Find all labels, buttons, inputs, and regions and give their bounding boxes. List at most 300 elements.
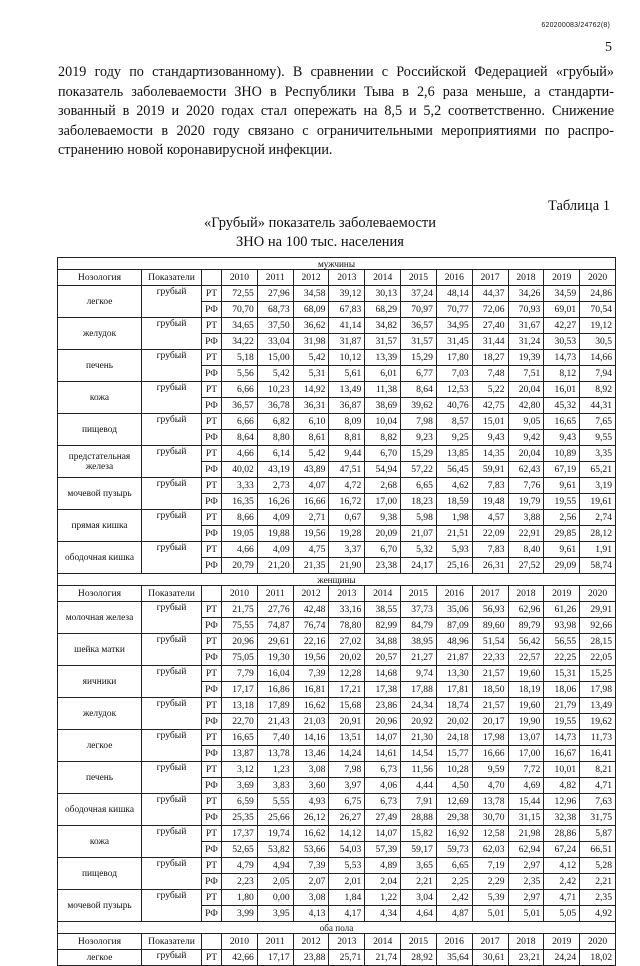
value-cell: 9,43 bbox=[472, 430, 508, 446]
value-cell: 34,95 bbox=[436, 318, 472, 334]
value-cell: 44,37 bbox=[472, 286, 508, 302]
value-cell: 78,80 bbox=[329, 618, 365, 634]
value-cell: 4,69 bbox=[508, 778, 544, 794]
value-cell: 17,98 bbox=[580, 682, 616, 698]
value-cell: 27,49 bbox=[365, 810, 401, 826]
table-row bbox=[58, 826, 616, 842]
nosology-cell: предстательная железа bbox=[58, 446, 142, 478]
value-cell: 11,56 bbox=[401, 762, 437, 778]
value-cell: 43,89 bbox=[293, 462, 329, 478]
value-cell: 4,09 bbox=[257, 542, 293, 558]
page-number: 5 bbox=[605, 40, 612, 55]
value-cell: 5,53 bbox=[329, 858, 365, 874]
region-cell: РФ bbox=[202, 810, 222, 826]
value-cell: 6,70 bbox=[365, 542, 401, 558]
value-cell: 19,28 bbox=[329, 526, 365, 542]
value-cell: 23,88 bbox=[293, 950, 329, 966]
value-cell: 87,09 bbox=[436, 618, 472, 634]
value-cell: 23,21 bbox=[508, 950, 544, 966]
value-cell: 4,71 bbox=[580, 778, 616, 794]
region-cell: РФ bbox=[202, 874, 222, 890]
value-cell: 17,00 bbox=[508, 746, 544, 762]
value-cell: 15,68 bbox=[329, 698, 365, 714]
region-cell: РТ bbox=[202, 414, 222, 430]
value-cell: 30,70 bbox=[472, 810, 508, 826]
region-cell: РФ bbox=[202, 302, 222, 318]
value-cell: 37,73 bbox=[401, 602, 437, 618]
value-cell: 13,51 bbox=[329, 730, 365, 746]
value-cell: 21,75 bbox=[222, 602, 258, 618]
value-cell: 10,23 bbox=[257, 382, 293, 398]
value-cell: 18,02 bbox=[580, 950, 616, 966]
value-cell: 24,86 bbox=[580, 286, 616, 302]
document-id: 620200083/24762(8) bbox=[541, 22, 610, 29]
value-cell: 21,30 bbox=[401, 730, 437, 746]
column-header: 2018 bbox=[508, 934, 544, 950]
indicator-cell: грубый bbox=[142, 858, 202, 890]
value-cell: 15,44 bbox=[508, 794, 544, 810]
value-cell: 17,80 bbox=[436, 350, 472, 366]
value-cell: 18,19 bbox=[508, 682, 544, 698]
section-title: мужчины bbox=[58, 258, 616, 270]
value-cell: 19,12 bbox=[580, 318, 616, 334]
value-cell: 14,24 bbox=[329, 746, 365, 762]
value-cell: 16,72 bbox=[329, 494, 365, 510]
value-cell: 19,62 bbox=[580, 714, 616, 730]
region-cell: РФ bbox=[202, 714, 222, 730]
value-cell: 17,81 bbox=[436, 682, 472, 698]
value-cell: 4,06 bbox=[365, 778, 401, 794]
value-cell: 74,87 bbox=[257, 618, 293, 634]
value-cell: 7,83 bbox=[472, 478, 508, 494]
column-header: Нозология bbox=[58, 270, 142, 286]
value-cell: 31,24 bbox=[508, 334, 544, 350]
value-cell: 20,96 bbox=[365, 714, 401, 730]
value-cell: 17,88 bbox=[401, 682, 437, 698]
value-cell: 19,39 bbox=[508, 350, 544, 366]
value-cell: 26,12 bbox=[293, 810, 329, 826]
value-cell: 9,23 bbox=[401, 430, 437, 446]
value-cell: 27,52 bbox=[508, 558, 544, 574]
value-cell: 4,57 bbox=[472, 510, 508, 526]
value-cell: 2,21 bbox=[401, 874, 437, 890]
value-cell: 47,51 bbox=[329, 462, 365, 478]
value-cell: 9,61 bbox=[544, 542, 580, 558]
region-cell: РФ bbox=[202, 430, 222, 446]
region-cell: РТ bbox=[202, 318, 222, 334]
value-cell: 13,46 bbox=[293, 746, 329, 762]
table-row bbox=[58, 510, 616, 526]
value-cell: 3,83 bbox=[257, 778, 293, 794]
value-cell: 21,57 bbox=[472, 698, 508, 714]
value-cell: 40,02 bbox=[222, 462, 258, 478]
region-cell: РФ bbox=[202, 494, 222, 510]
value-cell: 8,57 bbox=[436, 414, 472, 430]
nosology-cell: прямая кишка bbox=[58, 510, 142, 542]
value-cell: 20,09 bbox=[365, 526, 401, 542]
value-cell: 13,49 bbox=[580, 698, 616, 714]
value-cell: 14,66 bbox=[580, 350, 616, 366]
value-cell: 13,87 bbox=[222, 746, 258, 762]
column-header: 2015 bbox=[401, 270, 437, 286]
value-cell: 14,73 bbox=[544, 350, 580, 366]
value-cell: 3,19 bbox=[580, 478, 616, 494]
value-cell: 14,07 bbox=[365, 826, 401, 842]
value-cell: 20,92 bbox=[401, 714, 437, 730]
table-row bbox=[58, 382, 616, 398]
region-cell: РТ bbox=[202, 446, 222, 462]
region-cell: РТ bbox=[202, 890, 222, 906]
table-row bbox=[58, 542, 616, 558]
value-cell: 31,15 bbox=[508, 810, 544, 826]
value-cell: 15,00 bbox=[257, 350, 293, 366]
value-cell: 17,37 bbox=[222, 826, 258, 842]
region-cell: РФ bbox=[202, 778, 222, 794]
value-cell: 31,67 bbox=[508, 318, 544, 334]
value-cell: 31,44 bbox=[472, 334, 508, 350]
value-cell: 1,22 bbox=[365, 890, 401, 906]
value-cell: 4,87 bbox=[436, 906, 472, 922]
value-cell: 1,23 bbox=[257, 762, 293, 778]
value-cell: 18,59 bbox=[436, 494, 472, 510]
value-cell: 67,24 bbox=[544, 842, 580, 858]
value-cell: 1,84 bbox=[329, 890, 365, 906]
region-cell: РТ bbox=[202, 794, 222, 810]
value-cell: 2,97 bbox=[508, 890, 544, 906]
table-row bbox=[58, 286, 616, 302]
value-cell: 45,32 bbox=[544, 398, 580, 414]
value-cell: 7,83 bbox=[472, 542, 508, 558]
value-cell: 8,92 bbox=[580, 382, 616, 398]
region-cell: РФ bbox=[202, 558, 222, 574]
column-header: 2018 bbox=[508, 586, 544, 602]
region-cell: РТ bbox=[202, 858, 222, 874]
value-cell: 29,91 bbox=[580, 602, 616, 618]
value-cell: 22,05 bbox=[580, 650, 616, 666]
value-cell: 14,35 bbox=[472, 446, 508, 462]
value-cell: 56,93 bbox=[472, 602, 508, 618]
value-cell: 5,18 bbox=[222, 350, 258, 366]
value-cell: 19,05 bbox=[222, 526, 258, 542]
value-cell: 70,54 bbox=[580, 302, 616, 318]
value-cell: 7,48 bbox=[472, 366, 508, 382]
value-cell: 36,78 bbox=[257, 398, 293, 414]
value-cell: 51,54 bbox=[472, 634, 508, 650]
section-title: оба пола bbox=[58, 922, 616, 934]
value-cell: 56,42 bbox=[508, 634, 544, 650]
value-cell: 24,34 bbox=[401, 698, 437, 714]
nosology-cell: молочная железа bbox=[58, 602, 142, 634]
value-cell: 9,74 bbox=[401, 666, 437, 682]
value-cell: 26,27 bbox=[329, 810, 365, 826]
paragraph-line: заболеваемости в 2020 году связано с ограничительными мероприятиями по распро- bbox=[58, 122, 614, 139]
nosology-cell: пищевод bbox=[58, 858, 142, 890]
value-cell: 6,59 bbox=[222, 794, 258, 810]
value-cell: 38,69 bbox=[365, 398, 401, 414]
table-row bbox=[58, 666, 616, 682]
value-cell: 15,31 bbox=[544, 666, 580, 682]
column-header: 2020 bbox=[580, 934, 616, 950]
region-cell: РФ bbox=[202, 618, 222, 634]
region-cell: РТ bbox=[202, 382, 222, 398]
value-cell: 62,03 bbox=[472, 842, 508, 858]
value-cell: 42,75 bbox=[472, 398, 508, 414]
table-row bbox=[58, 350, 616, 366]
value-cell: 68,09 bbox=[293, 302, 329, 318]
indicator-cell: грубый bbox=[142, 318, 202, 350]
value-cell: 2,23 bbox=[222, 874, 258, 890]
value-cell: 28,86 bbox=[544, 826, 580, 842]
value-cell: 13,30 bbox=[436, 666, 472, 682]
value-cell: 16,62 bbox=[293, 826, 329, 842]
value-cell: 61,26 bbox=[544, 602, 580, 618]
value-cell: 17,00 bbox=[365, 494, 401, 510]
value-cell: 21,90 bbox=[329, 558, 365, 574]
value-cell: 16,67 bbox=[544, 746, 580, 762]
value-cell: 20,79 bbox=[222, 558, 258, 574]
value-cell: 35,06 bbox=[436, 602, 472, 618]
value-cell: 34,88 bbox=[365, 634, 401, 650]
value-cell: 8,09 bbox=[329, 414, 365, 430]
value-cell: 10,01 bbox=[544, 762, 580, 778]
value-cell: 21,98 bbox=[508, 826, 544, 842]
column-header: Показатели bbox=[142, 586, 202, 602]
value-cell: 5,22 bbox=[472, 382, 508, 398]
value-cell: 8,64 bbox=[222, 430, 258, 446]
value-cell: 7,39 bbox=[293, 858, 329, 874]
value-cell: 6,65 bbox=[401, 478, 437, 494]
value-cell: 59,17 bbox=[401, 842, 437, 858]
value-cell: 21,03 bbox=[293, 714, 329, 730]
indicator-cell: грубый bbox=[142, 286, 202, 318]
value-cell: 21,07 bbox=[401, 526, 437, 542]
value-cell: 10,04 bbox=[365, 414, 401, 430]
value-cell: 8,12 bbox=[544, 366, 580, 382]
value-cell: 21,35 bbox=[293, 558, 329, 574]
region-cell: РФ bbox=[202, 462, 222, 478]
value-cell: 29,38 bbox=[436, 810, 472, 826]
value-cell: 4,89 bbox=[365, 858, 401, 874]
value-cell: 11,38 bbox=[365, 382, 401, 398]
value-cell: 57,39 bbox=[365, 842, 401, 858]
value-cell: 4,50 bbox=[436, 778, 472, 794]
column-header: 2010 bbox=[222, 270, 258, 286]
column-header: Показатели bbox=[142, 934, 202, 950]
value-cell: 20,57 bbox=[365, 650, 401, 666]
table-row bbox=[58, 730, 616, 746]
column-header: 2011 bbox=[257, 586, 293, 602]
value-cell: 20,02 bbox=[329, 650, 365, 666]
value-cell: 5,93 bbox=[436, 542, 472, 558]
value-cell: 10,89 bbox=[544, 446, 580, 462]
value-cell: 42,66 bbox=[222, 950, 258, 966]
region-cell: РФ bbox=[202, 746, 222, 762]
value-cell: 7,79 bbox=[222, 666, 258, 682]
value-cell: 18,23 bbox=[401, 494, 437, 510]
value-cell: 5,87 bbox=[580, 826, 616, 842]
value-cell: 9,42 bbox=[508, 430, 544, 446]
value-cell: 4,17 bbox=[329, 906, 365, 922]
value-cell: 14,92 bbox=[293, 382, 329, 398]
value-cell: 13,78 bbox=[472, 794, 508, 810]
value-cell: 6,75 bbox=[329, 794, 365, 810]
table-row bbox=[58, 950, 616, 966]
value-cell: 2,25 bbox=[436, 874, 472, 890]
region-cell: РФ bbox=[202, 906, 222, 922]
value-cell: 3,65 bbox=[401, 858, 437, 874]
value-cell: 34,59 bbox=[544, 286, 580, 302]
section-row bbox=[58, 574, 616, 586]
value-cell: 59,73 bbox=[436, 842, 472, 858]
region-cell: РФ bbox=[202, 842, 222, 858]
value-cell: 65,21 bbox=[580, 462, 616, 478]
value-cell: 12,58 bbox=[472, 826, 508, 842]
value-cell: 4,07 bbox=[293, 478, 329, 494]
header-row bbox=[58, 934, 616, 950]
value-cell: 3,88 bbox=[508, 510, 544, 526]
value-cell: 84,79 bbox=[401, 618, 437, 634]
value-cell: 12,96 bbox=[544, 794, 580, 810]
value-cell: 12,69 bbox=[436, 794, 472, 810]
value-cell: 22,09 bbox=[472, 526, 508, 542]
value-cell: 29,61 bbox=[257, 634, 293, 650]
value-cell: 24,17 bbox=[401, 558, 437, 574]
value-cell: 13,49 bbox=[329, 382, 365, 398]
value-cell: 16,65 bbox=[222, 730, 258, 746]
column-header: 2017 bbox=[472, 270, 508, 286]
value-cell: 15,25 bbox=[580, 666, 616, 682]
value-cell: 62,94 bbox=[508, 842, 544, 858]
value-cell: 6,10 bbox=[293, 414, 329, 430]
region-cell: РТ bbox=[202, 698, 222, 714]
value-cell: 21,27 bbox=[401, 650, 437, 666]
value-cell: 25,35 bbox=[222, 810, 258, 826]
value-cell: 16,01 bbox=[544, 382, 580, 398]
value-cell: 14,73 bbox=[544, 730, 580, 746]
value-cell: 20,04 bbox=[508, 382, 544, 398]
value-cell: 3,33 bbox=[222, 478, 258, 494]
value-cell: 29,85 bbox=[544, 526, 580, 542]
value-cell: 3,12 bbox=[222, 762, 258, 778]
value-cell: 5,01 bbox=[508, 906, 544, 922]
value-cell: 22,57 bbox=[508, 650, 544, 666]
value-cell: 5,01 bbox=[472, 906, 508, 922]
value-cell: 20,02 bbox=[436, 714, 472, 730]
table-row bbox=[58, 698, 616, 714]
value-cell: 41,14 bbox=[329, 318, 365, 334]
value-cell: 9,61 bbox=[544, 478, 580, 494]
value-cell: 5,55 bbox=[257, 794, 293, 810]
value-cell: 20,04 bbox=[508, 446, 544, 462]
value-cell: 7,72 bbox=[508, 762, 544, 778]
value-cell: 2,21 bbox=[580, 874, 616, 890]
value-cell: 3,08 bbox=[293, 890, 329, 906]
value-cell: 72,06 bbox=[472, 302, 508, 318]
value-cell: 15,01 bbox=[472, 414, 508, 430]
value-cell: 20,91 bbox=[329, 714, 365, 730]
column-header: 2016 bbox=[436, 586, 472, 602]
value-cell: 7,03 bbox=[436, 366, 472, 382]
column-header: 2019 bbox=[544, 934, 580, 950]
value-cell: 7,40 bbox=[257, 730, 293, 746]
value-cell: 2,29 bbox=[472, 874, 508, 890]
value-cell: 27,40 bbox=[472, 318, 508, 334]
value-cell: 23,86 bbox=[365, 698, 401, 714]
value-cell: 6,73 bbox=[365, 762, 401, 778]
value-cell: 7,65 bbox=[580, 414, 616, 430]
table-row bbox=[58, 446, 616, 462]
value-cell: 30,13 bbox=[365, 286, 401, 302]
value-cell: 27,02 bbox=[329, 634, 365, 650]
column-header: 2010 bbox=[222, 934, 258, 950]
value-cell: 22,25 bbox=[544, 650, 580, 666]
region-cell: РТ bbox=[202, 730, 222, 746]
table-title-line-2: ЗНО на 100 тыс. населения bbox=[236, 234, 404, 250]
value-cell: 3,04 bbox=[401, 890, 437, 906]
region-cell: РФ bbox=[202, 650, 222, 666]
region-cell: РТ bbox=[202, 634, 222, 650]
column-header: 2011 bbox=[257, 934, 293, 950]
value-cell: 19,56 bbox=[293, 526, 329, 542]
value-cell: 27,76 bbox=[257, 602, 293, 618]
nosology-cell: печень bbox=[58, 762, 142, 794]
value-cell: 33,16 bbox=[329, 602, 365, 618]
value-cell: 39,62 bbox=[401, 398, 437, 414]
column-header: 2015 bbox=[401, 586, 437, 602]
value-cell: 19,30 bbox=[257, 650, 293, 666]
column-header: 2013 bbox=[329, 586, 365, 602]
value-cell: 4,66 bbox=[222, 446, 258, 462]
indicator-cell: грубый bbox=[142, 950, 202, 966]
column-header: 2011 bbox=[257, 270, 293, 286]
column-header: Показатели bbox=[142, 270, 202, 286]
nosology-cell: желудок bbox=[58, 318, 142, 350]
value-cell: 35,64 bbox=[436, 950, 472, 966]
value-cell: 19,74 bbox=[257, 826, 293, 842]
value-cell: 7,98 bbox=[329, 762, 365, 778]
value-cell: 7,19 bbox=[472, 858, 508, 874]
value-cell: 2,42 bbox=[436, 890, 472, 906]
value-cell: 52,65 bbox=[222, 842, 258, 858]
value-cell: 4,72 bbox=[329, 478, 365, 494]
column-header: 2017 bbox=[472, 586, 508, 602]
value-cell: 56,55 bbox=[544, 634, 580, 650]
value-cell: 3,60 bbox=[293, 778, 329, 794]
value-cell: 4,94 bbox=[257, 858, 293, 874]
value-cell: 44,31 bbox=[580, 398, 616, 414]
value-cell: 16,04 bbox=[257, 666, 293, 682]
value-cell: 75,55 bbox=[222, 618, 258, 634]
value-cell: 34,82 bbox=[365, 318, 401, 334]
value-cell: 42,27 bbox=[544, 318, 580, 334]
value-cell: 19,55 bbox=[544, 494, 580, 510]
value-cell: 19,90 bbox=[508, 714, 544, 730]
column-header: 2010 bbox=[222, 586, 258, 602]
value-cell: 4,13 bbox=[293, 906, 329, 922]
column-header: 2013 bbox=[329, 934, 365, 950]
value-cell: 12,53 bbox=[436, 382, 472, 398]
value-cell: 19,60 bbox=[508, 698, 544, 714]
indicator-cell: грубый bbox=[142, 730, 202, 762]
value-cell: 3,37 bbox=[329, 542, 365, 558]
region-cell: РТ bbox=[202, 950, 222, 966]
region-cell: РТ bbox=[202, 350, 222, 366]
value-cell: 5,98 bbox=[401, 510, 437, 526]
region-cell: РФ bbox=[202, 526, 222, 542]
value-cell: 42,48 bbox=[293, 602, 329, 618]
column-header: 2012 bbox=[293, 586, 329, 602]
value-cell: 6,82 bbox=[257, 414, 293, 430]
